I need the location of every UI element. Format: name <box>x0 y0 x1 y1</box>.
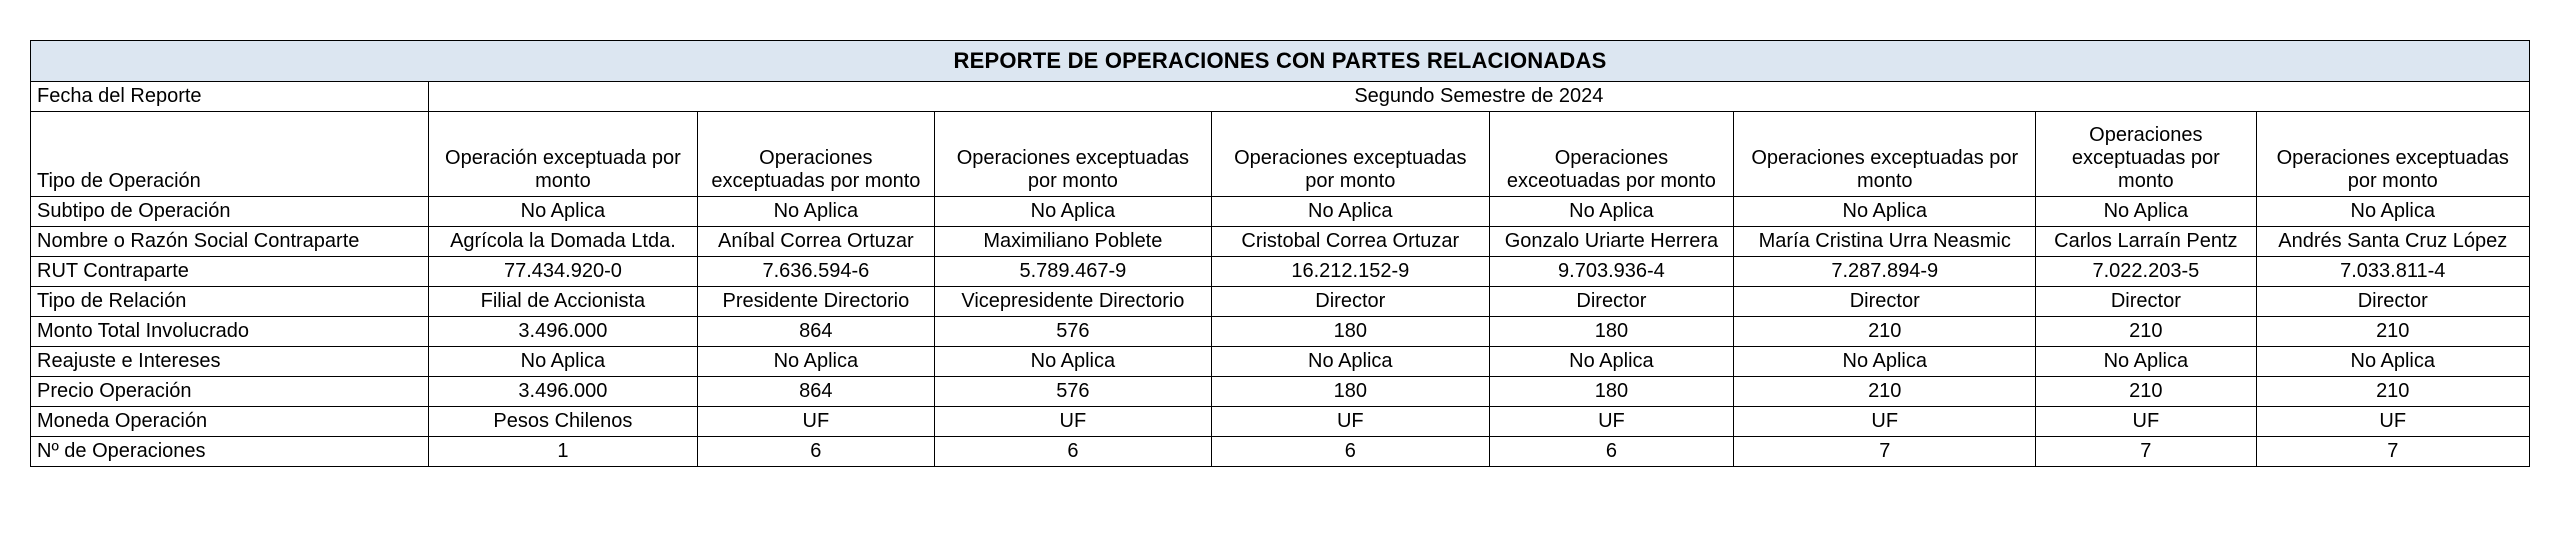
table-row-precio <box>31 377 2530 407</box>
cell-tipo-relacion-1: Filial de Accionista <box>428 287 697 317</box>
cell-tipo-relacion-4: Director <box>1212 287 1489 317</box>
cell-tipo-operacion-8: Operaciones exceptuadas por monto <box>2256 112 2530 197</box>
cell-tipo-operacion-7: Operaciones exceptuadas por monto <box>2036 112 2256 197</box>
cell-subtipo-operacion-8: No Aplica <box>2256 197 2530 227</box>
cell-monto-total-3: 576 <box>934 317 1211 347</box>
table-row-reajuste <box>31 347 2530 377</box>
cell-tipo-relacion-8: Director <box>2256 287 2530 317</box>
cell-tipo-operacion-2: Operaciones exceptuadas por monto <box>698 112 935 197</box>
cell-subtipo-operacion-3: No Aplica <box>934 197 1211 227</box>
cell-tipo-operacion-6: Operaciones exceptuadas por monto <box>1734 112 2036 197</box>
row-label-contraparte: Nombre o Razón Social Contraparte <box>31 227 429 257</box>
row-label-fecha-reporte: Fecha del Reporte <box>31 82 429 112</box>
cell-tipo-relacion-6: Director <box>1734 287 2036 317</box>
cell-n-operaciones-5: 6 <box>1489 437 1734 467</box>
table-row-rut <box>31 257 2530 287</box>
cell-subtipo-operacion-4: No Aplica <box>1212 197 1489 227</box>
cell-n-operaciones-4: 6 <box>1212 437 1489 467</box>
table-row-n-operaciones <box>31 437 2530 467</box>
page-title: REPORTE DE OPERACIONES CON PARTES RELACIONADAS <box>31 41 2530 82</box>
table-title-row <box>31 41 2530 82</box>
cell-tipo-operacion-3: Operaciones exceptuadas por monto <box>934 112 1211 197</box>
cell-subtipo-operacion-1: No Aplica <box>428 197 697 227</box>
cell-rut-8: 7.033.811-4 <box>2256 257 2530 287</box>
row-label-moneda: Moneda Operación <box>31 407 429 437</box>
cell-monto-total-6: 210 <box>1734 317 2036 347</box>
cell-reajuste-7: No Aplica <box>2036 347 2256 377</box>
cell-reajuste-5: No Aplica <box>1489 347 1734 377</box>
table-row-moneda <box>31 407 2530 437</box>
cell-rut-5: 9.703.936-4 <box>1489 257 1734 287</box>
cell-n-operaciones-1: 1 <box>428 437 697 467</box>
cell-subtipo-operacion-6: No Aplica <box>1734 197 2036 227</box>
cell-tipo-operacion-4: Operaciones exceptuadas por monto <box>1212 112 1489 197</box>
cell-subtipo-operacion-5: No Aplica <box>1489 197 1734 227</box>
cell-reajuste-3: No Aplica <box>934 347 1211 377</box>
cell-rut-1: 77.434.920-0 <box>428 257 697 287</box>
cell-contraparte-4: Cristobal Correa Ortuzar <box>1212 227 1489 257</box>
cell-moneda-6: UF <box>1734 407 2036 437</box>
cell-monto-total-5: 180 <box>1489 317 1734 347</box>
cell-tipo-operacion-5: Operaciones exceotuadas por monto <box>1489 112 1734 197</box>
cell-n-operaciones-2: 6 <box>698 437 935 467</box>
cell-monto-total-4: 180 <box>1212 317 1489 347</box>
cell-precio-5: 180 <box>1489 377 1734 407</box>
report-period-row <box>31 82 2530 112</box>
cell-contraparte-7: Carlos Larraín Pentz <box>2036 227 2256 257</box>
cell-precio-3: 576 <box>934 377 1211 407</box>
cell-n-operaciones-7: 7 <box>2036 437 2256 467</box>
cell-reajuste-2: No Aplica <box>698 347 935 377</box>
table-row-tipo-operacion <box>31 112 2530 197</box>
row-label-n-operaciones: Nº de Operaciones <box>31 437 429 467</box>
cell-n-operaciones-8: 7 <box>2256 437 2530 467</box>
cell-reajuste-1: No Aplica <box>428 347 697 377</box>
cell-moneda-4: UF <box>1212 407 1489 437</box>
cell-tipo-relacion-5: Director <box>1489 287 1734 317</box>
cell-rut-6: 7.287.894-9 <box>1734 257 2036 287</box>
cell-tipo-operacion-1: Operación exceptuada por monto <box>428 112 697 197</box>
cell-monto-total-7: 210 <box>2036 317 2256 347</box>
row-label-reajuste: Reajuste e Intereses <box>31 347 429 377</box>
cell-rut-4: 16.212.152-9 <box>1212 257 1489 287</box>
cell-subtipo-operacion-7: No Aplica <box>2036 197 2256 227</box>
cell-contraparte-2: Aníbal Correa Ortuzar <box>698 227 935 257</box>
cell-contraparte-8: Andrés Santa Cruz López <box>2256 227 2530 257</box>
row-label-monto-total: Monto Total Involucrado <box>31 317 429 347</box>
cell-moneda-3: UF <box>934 407 1211 437</box>
cell-reajuste-8: No Aplica <box>2256 347 2530 377</box>
cell-rut-3: 5.789.467-9 <box>934 257 1211 287</box>
cell-n-operaciones-6: 7 <box>1734 437 2036 467</box>
cell-subtipo-operacion-2: No Aplica <box>698 197 935 227</box>
related-party-operations-table <box>30 40 2530 467</box>
cell-precio-1: 3.496.000 <box>428 377 697 407</box>
cell-tipo-relacion-3: Vicepresidente Directorio <box>934 287 1211 317</box>
cell-moneda-5: UF <box>1489 407 1734 437</box>
cell-n-operaciones-3: 6 <box>934 437 1211 467</box>
row-label-subtipo-operacion: Subtipo de Operación <box>31 197 429 227</box>
cell-moneda-8: UF <box>2256 407 2530 437</box>
table-row-subtipo-operacion <box>31 197 2530 227</box>
cell-precio-7: 210 <box>2036 377 2256 407</box>
cell-rut-2: 7.636.594-6 <box>698 257 935 287</box>
cell-precio-4: 180 <box>1212 377 1489 407</box>
table-row-monto-total <box>31 317 2530 347</box>
row-label-precio: Precio Operación <box>31 377 429 407</box>
row-label-tipo-operacion: Tipo de Operación <box>31 112 429 197</box>
cell-precio-8: 210 <box>2256 377 2530 407</box>
cell-tipo-relacion-2: Presidente Directorio <box>698 287 935 317</box>
cell-moneda-1: Pesos Chilenos <box>428 407 697 437</box>
cell-rut-7: 7.022.203-5 <box>2036 257 2256 287</box>
report-sheet <box>30 40 2530 467</box>
cell-contraparte-5: Gonzalo Uriarte Herrera <box>1489 227 1734 257</box>
cell-tipo-relacion-7: Director <box>2036 287 2256 317</box>
cell-precio-6: 210 <box>1734 377 2036 407</box>
cell-monto-total-8: 210 <box>2256 317 2530 347</box>
cell-contraparte-3: Maximiliano Poblete <box>934 227 1211 257</box>
cell-reajuste-6: No Aplica <box>1734 347 2036 377</box>
row-label-tipo-relacion: Tipo de Relación <box>31 287 429 317</box>
cell-monto-total-1: 3.496.000 <box>428 317 697 347</box>
cell-reajuste-4: No Aplica <box>1212 347 1489 377</box>
row-label-rut: RUT Contraparte <box>31 257 429 287</box>
table-row-tipo-relacion <box>31 287 2530 317</box>
cell-precio-2: 864 <box>698 377 935 407</box>
report-period-value: Segundo Semestre de 2024 <box>428 82 2529 112</box>
cell-contraparte-6: María Cristina Urra Neasmic <box>1734 227 2036 257</box>
table-row-contraparte <box>31 227 2530 257</box>
cell-contraparte-1: Agrícola la Domada Ltda. <box>428 227 697 257</box>
cell-moneda-2: UF <box>698 407 935 437</box>
cell-monto-total-2: 864 <box>698 317 935 347</box>
cell-moneda-7: UF <box>2036 407 2256 437</box>
